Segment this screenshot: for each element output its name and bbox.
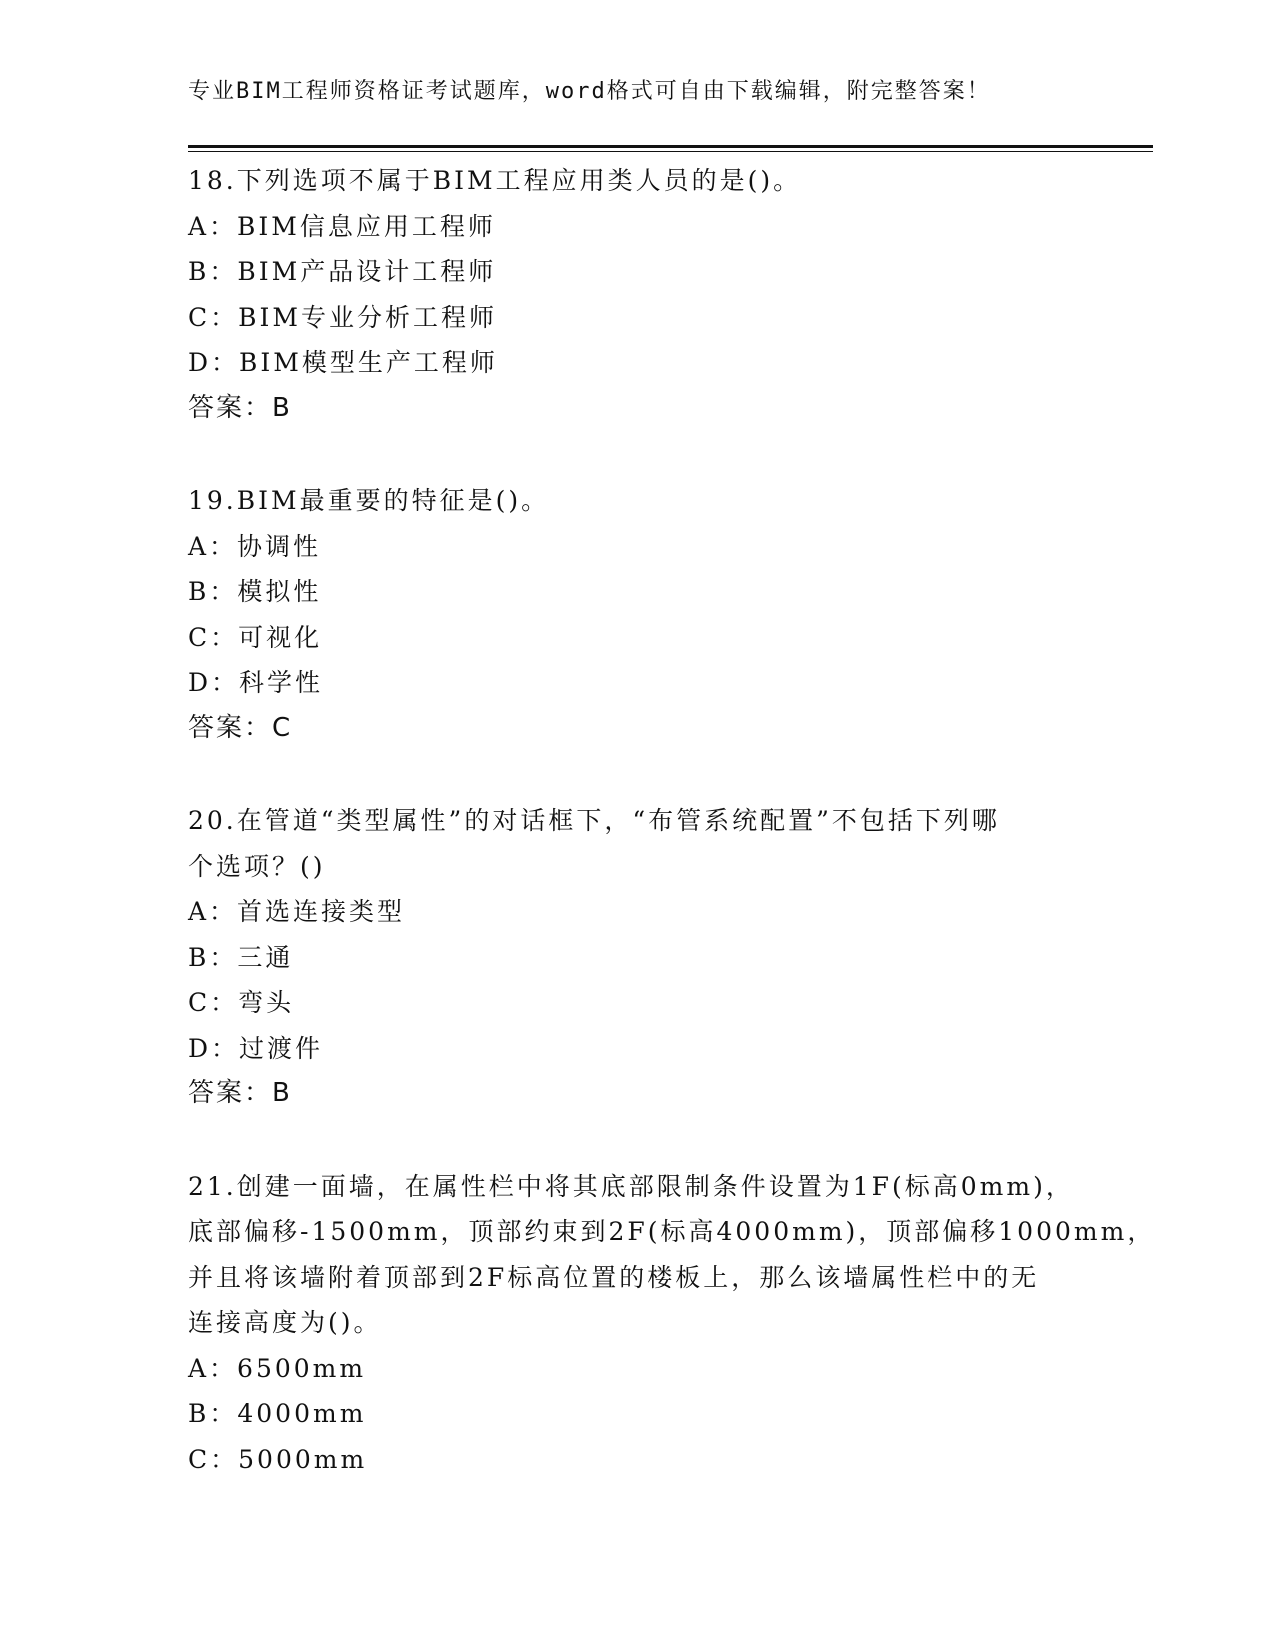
- question-21: [188, 1164, 1156, 1483]
- question-19: [188, 478, 1088, 751]
- option-d: D：BIM模型生产工程师: [188, 348, 498, 377]
- page-header: 专业BIM工程师资格证考试题库，word格式可自由下载编辑，附完整答案！: [188, 79, 991, 104]
- option-b: B：三通: [188, 942, 294, 972]
- question-stem-continued: 底部偏移-1500mm，顶部约束到2F(标高4000mm)，顶部偏移1000mm，: [188, 1217, 1156, 1246]
- spacer: [188, 1117, 1088, 1164]
- option-a: A：首选连接类型: [188, 897, 406, 926]
- question-stem: 19.BIM最重要的特征是()。: [188, 486, 550, 515]
- option-c: C：弯头: [188, 988, 295, 1017]
- option-c: C：可视化: [188, 622, 323, 652]
- option-c: C：5000mm: [188, 1444, 368, 1474]
- question-20: [188, 798, 1088, 1117]
- question-stem-continued: 连接高度为()。: [188, 1308, 382, 1337]
- option-a: A：协调性: [188, 531, 322, 561]
- question-stem-continued: 并且将该墙附着顶部到2F标高位置的楼板上，那么该墙属性栏中的无: [188, 1262, 1040, 1292]
- option-d: D：科学性: [188, 668, 324, 697]
- option-d: D：过渡件: [188, 1033, 324, 1063]
- header-rule-thick: [188, 145, 1153, 148]
- option-a: A：BIM信息应用工程师: [188, 211, 496, 241]
- option-a: A：6500mm: [188, 1353, 367, 1383]
- answer: 答案：B: [188, 392, 292, 423]
- option-c: C：BIM专业分析工程师: [188, 302, 497, 332]
- answer: 答案：C: [188, 712, 293, 743]
- spacer: [188, 751, 1088, 798]
- option-b: B：模拟性: [188, 577, 322, 606]
- question-stem: 21.创建一面墙，在属性栏中将其底部限制条件设置为1F(标高0mm)，: [188, 1171, 1074, 1201]
- question-18: [188, 158, 1088, 431]
- question-list: [188, 158, 1156, 1482]
- question-stem: 18.下列选项不属于BIM工程应用类人员的是()。: [188, 166, 802, 195]
- answer: 答案：B: [188, 1078, 292, 1108]
- spacer: [188, 431, 1088, 478]
- header-rule-thin: [188, 151, 1153, 152]
- question-stem: 20.在管道“类型属性”的对话框下，“布管系统配置”不包括下列哪: [188, 806, 1000, 835]
- question-stem-continued: 个选项？(): [188, 851, 326, 881]
- option-b: B：4000mm: [188, 1399, 367, 1428]
- option-b: B：BIM产品设计工程师: [188, 257, 497, 286]
